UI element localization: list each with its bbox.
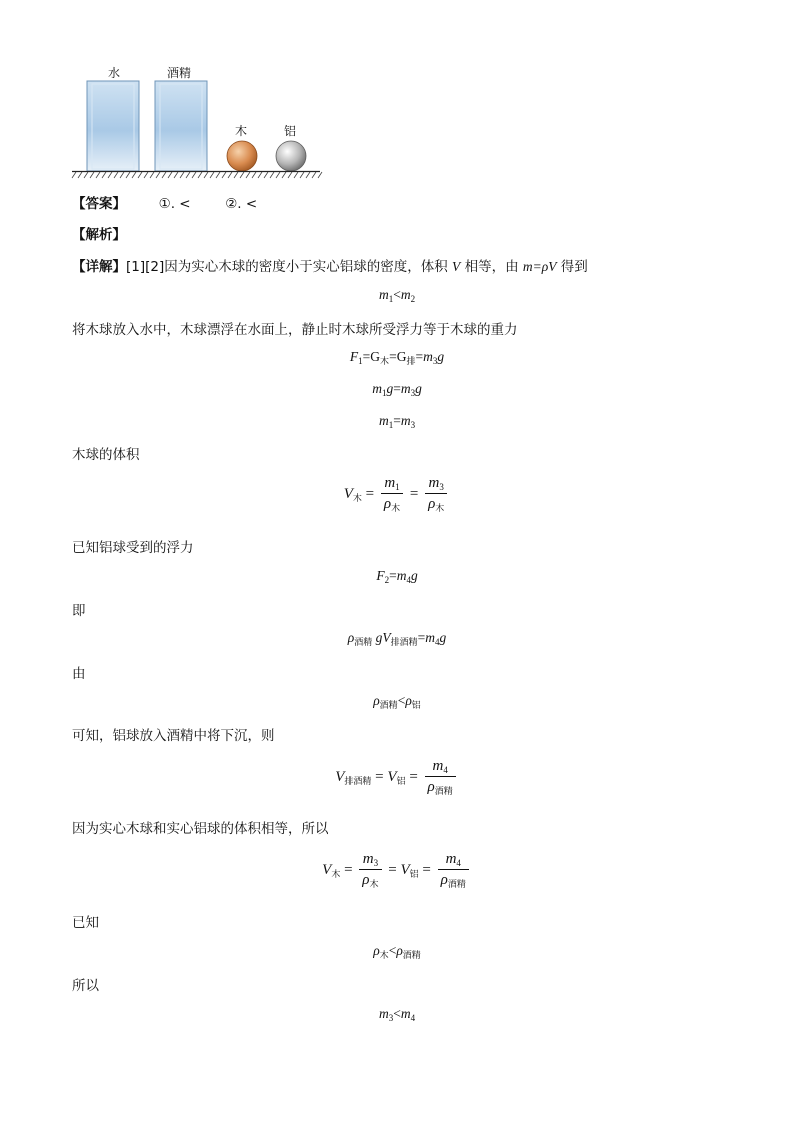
ground-line bbox=[72, 172, 322, 179]
aluminum-label: 铝 bbox=[284, 124, 297, 138]
eq-volume-wood: $V_木$ = $\frac{m_1}{\rho_木}$ = $\frac{m_3}{\rho_木}$ bbox=[0, 475, 794, 514]
wood-ball bbox=[227, 141, 257, 171]
eq-volume-equal: $V_木$ = $\frac{m_3}{\rho_木}$ = $V_铝$ = $\frac{m_4}{\rho_{酒精}}$ bbox=[0, 851, 794, 890]
answer-row bbox=[72, 192, 257, 212]
frac-m3-rho-wood: $\frac{m_3}{\rho_木}$ bbox=[425, 475, 447, 514]
frac-m1-rho-wood: $\frac{m_1}{\rho_木}$ bbox=[381, 475, 403, 514]
text-line-1: 将木球放入水中，木球漂浮在水面上，静止时木球所受浮力等于木球的重力 bbox=[72, 322, 518, 338]
eq-m1-lt-m2: $m_1<m_2$ bbox=[378, 287, 416, 304]
analysis-tag: 【解析】 bbox=[72, 227, 126, 243]
answer-second: ②. < bbox=[225, 196, 258, 212]
eq-m3-lt-m4: $m_3<m_4$ bbox=[378, 1006, 416, 1023]
eq-buoyancy-alu: $F_2=m_4g$ bbox=[376, 568, 418, 585]
detail-tag: 【详解】 bbox=[72, 259, 126, 275]
aluminum-ball bbox=[276, 141, 306, 171]
wood-label: 木 bbox=[235, 124, 248, 138]
answer-first: ①. < bbox=[158, 196, 191, 212]
text-line-7: 因为实心木球和实心铝球的体积相等，所以 bbox=[72, 821, 329, 837]
frac-m4-rho-alcohol: $\frac{m_4}{\rho_{酒精}}$ bbox=[425, 758, 456, 797]
eq-weight: $m_1g=m_3g$ bbox=[372, 381, 422, 398]
text-line-5: 由 bbox=[72, 666, 86, 682]
text-line-2: 木球的体积 bbox=[72, 447, 140, 463]
detail-formula: m=ρV bbox=[522, 259, 557, 274]
detail-refs: [1][2] bbox=[126, 259, 165, 275]
water-label: 水 bbox=[108, 66, 121, 80]
eq-volume-alu: $V_{排酒精} = V_铝$ = $\frac{m_4}{\rho_{酒精}}$ bbox=[0, 758, 794, 797]
answer-tag: 【答案】 bbox=[72, 196, 126, 212]
eq-buoyancy-wood: $F_1=G_木=G_排=m_3g$ bbox=[349, 349, 445, 366]
eq-density-wood-alcohol: $\rho_木<\rho_{酒精}$ bbox=[373, 943, 421, 960]
eq-density-compare: $\rho_{酒精}<\rho_铝$ bbox=[373, 693, 421, 710]
eq-m1-eq-m3: $m_1=m_3$ bbox=[378, 413, 416, 430]
alcohol-beaker bbox=[155, 81, 207, 171]
text-line-8: 已知 bbox=[72, 915, 99, 931]
detail-text-c: 得到 bbox=[560, 259, 588, 275]
detail-text-a: 因为实心木球的密度小于实心铝球的密度，体积 bbox=[164, 259, 448, 275]
text-line-4: 即 bbox=[72, 603, 86, 619]
text-line-3: 已知铝球受到的浮力 bbox=[72, 540, 194, 556]
text-line-6: 可知，铝球放入酒精中将下沉，则 bbox=[72, 728, 275, 744]
experiment-figure bbox=[70, 60, 330, 182]
detail-intro bbox=[72, 255, 588, 275]
text-line-9: 所以 bbox=[72, 978, 99, 994]
frac-m3-rho-wood-2: $\frac{m_3}{\rho_木}$ bbox=[359, 851, 381, 890]
water-beaker bbox=[87, 81, 139, 171]
detail-var-v: V bbox=[452, 259, 461, 274]
frac-m4-rho-alcohol-2: $\frac{m_4}{\rho_{酒精}}$ bbox=[438, 851, 469, 890]
alcohol-label: 酒精 bbox=[167, 66, 192, 80]
eq-archimedes: $\rho_{酒精}$ $gV_{排酒精}=m_4g$ bbox=[347, 630, 447, 647]
detail-text-b: 相等，由 bbox=[464, 259, 519, 275]
